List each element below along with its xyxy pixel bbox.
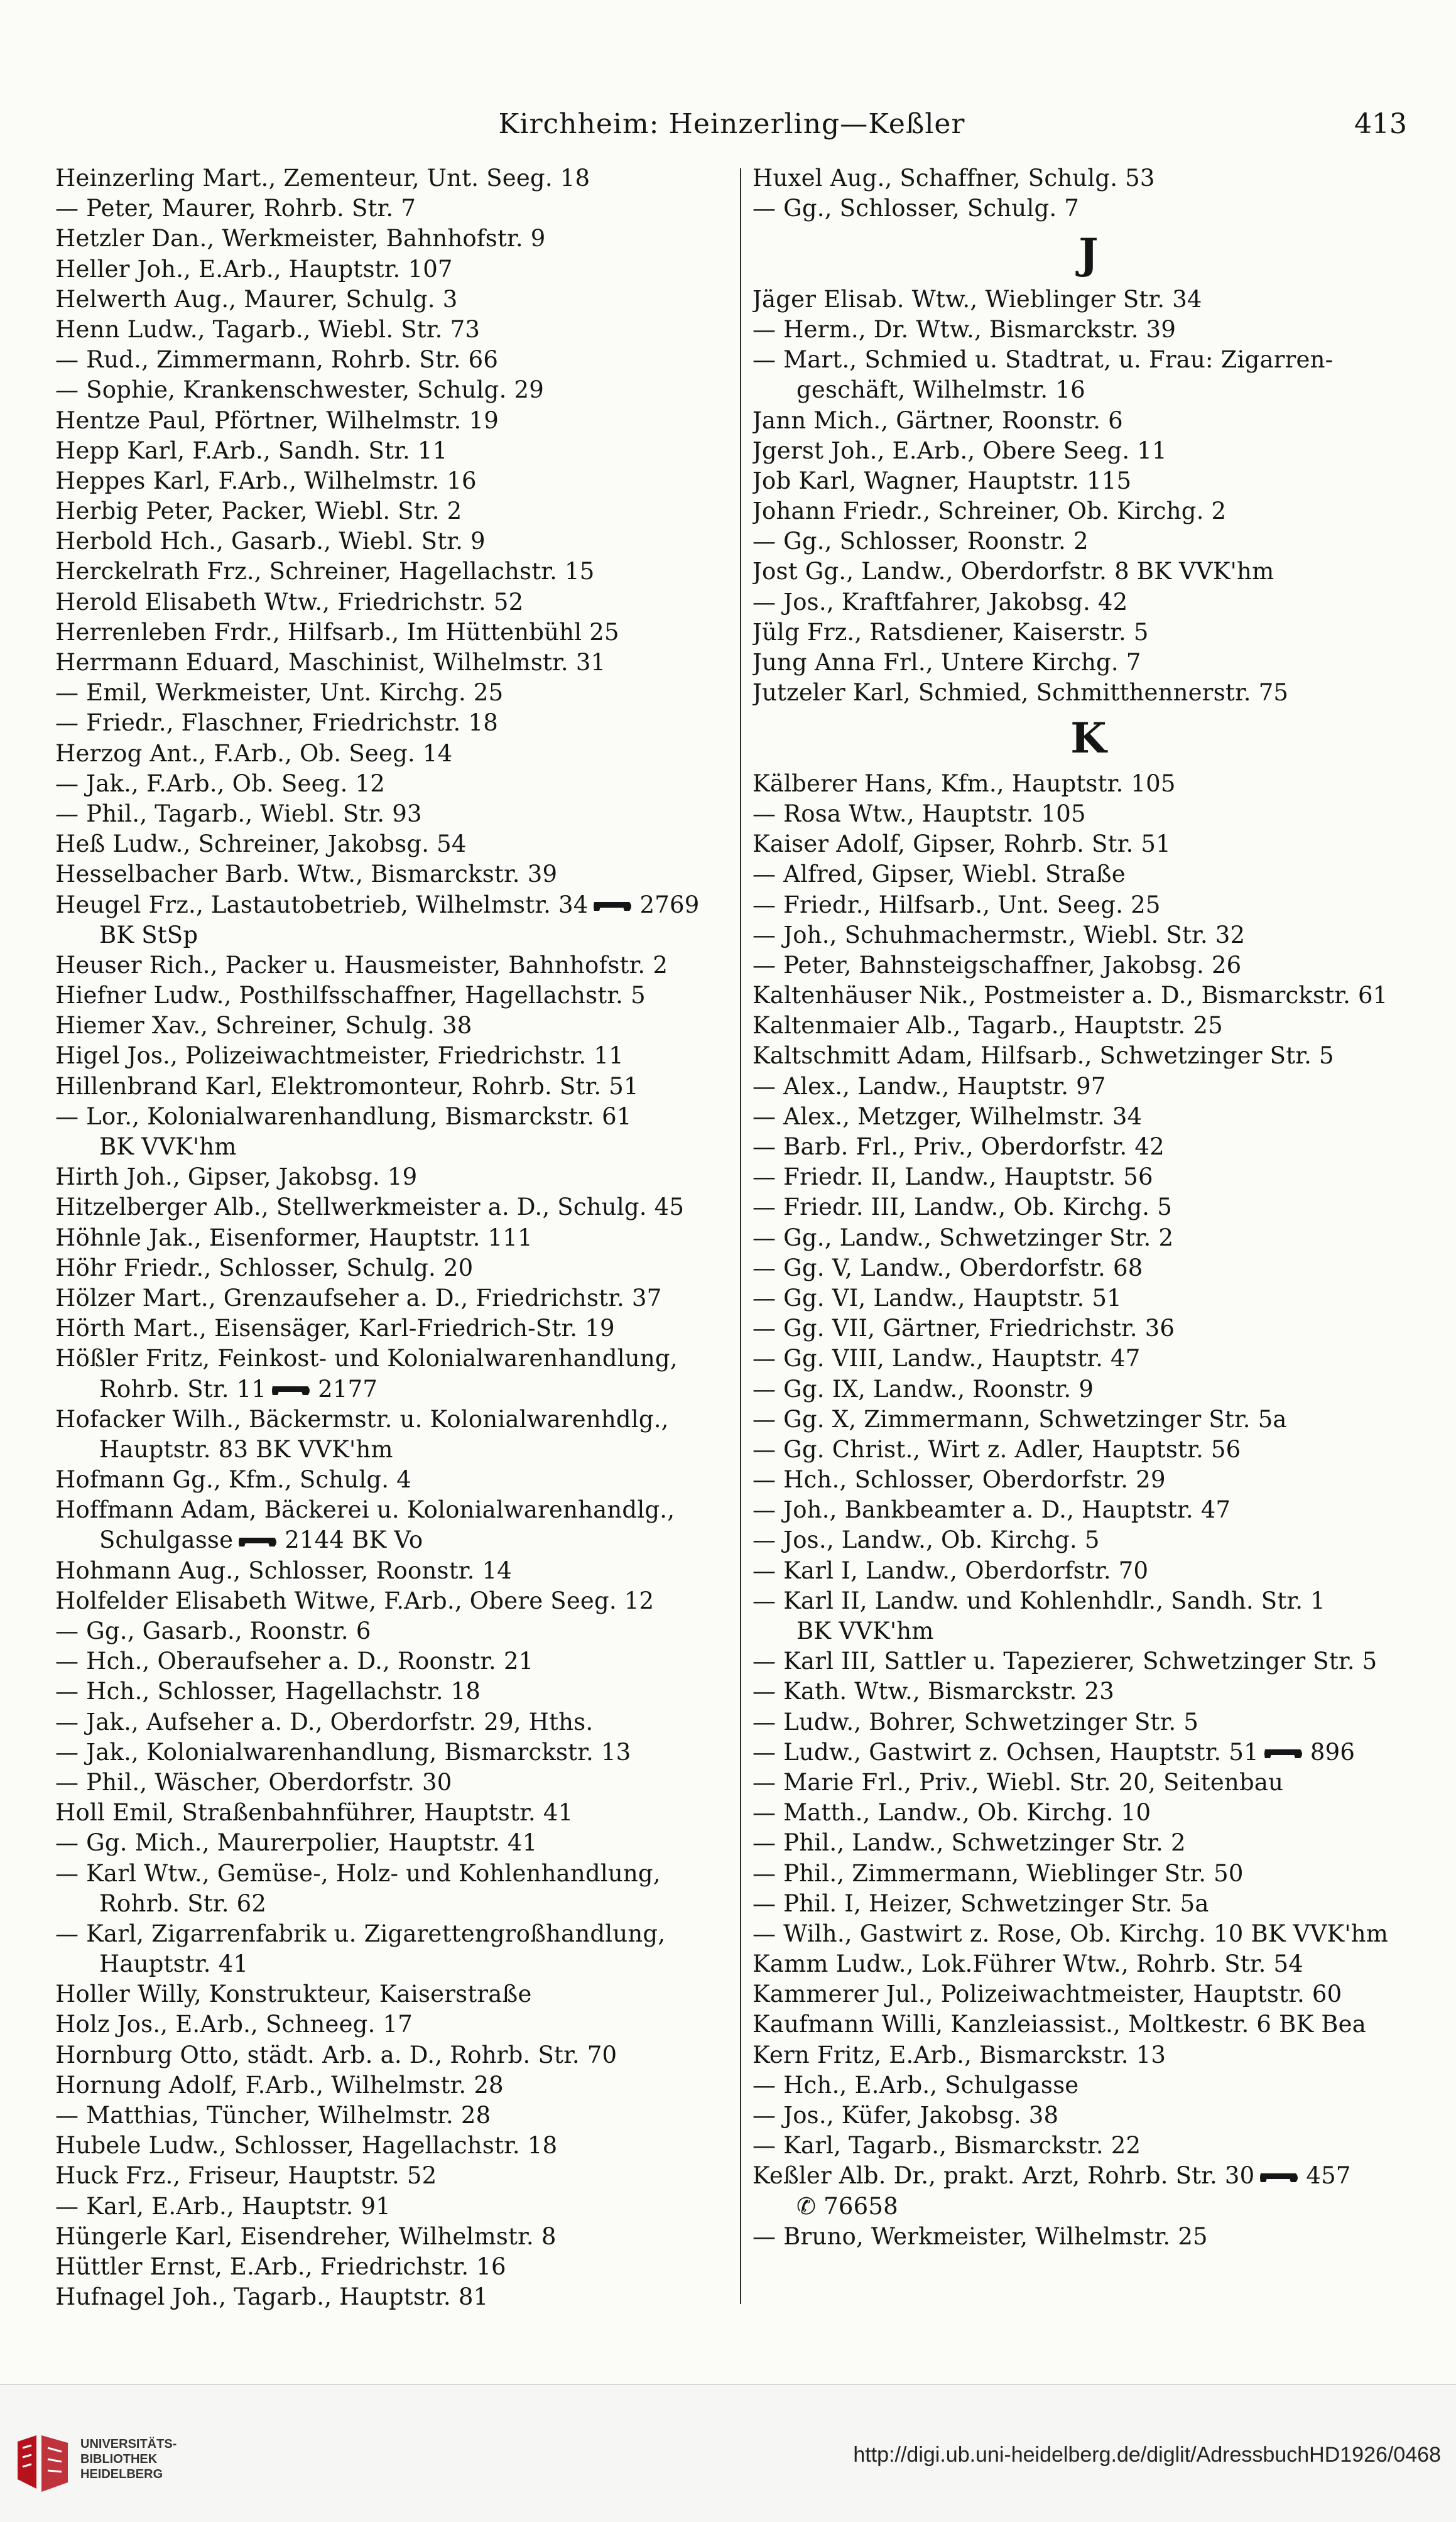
entry-text: — Sophie, Krankenschwester, Schulg. 29	[55, 376, 544, 404]
directory-entry	[752, 981, 1425, 1011]
entry-text: Huxel Aug., Schaffner, Schulg. 53	[752, 165, 1155, 192]
entry-text: Jgerst Joh., E.Arb., Obere Seeg. 11	[752, 437, 1167, 464]
library-name-line: HEIDELBERG	[80, 2467, 163, 2481]
entry-text: Jülg Frz., Ratsdiener, Kaiserstr. 5	[752, 618, 1149, 646]
directory-entry-continuation	[55, 1435, 740, 1465]
column-divider	[740, 168, 741, 2304]
telephone-icon	[592, 898, 636, 915]
directory-entry	[55, 678, 740, 708]
entry-text: — Gg., Landw., Schwetzinger Str. 2	[752, 1224, 1174, 1251]
entry-text: — Phil., Landw., Schwetzinger Str. 2	[752, 1829, 1186, 1857]
entry-text: — Kath. Wtw., Bismarckstr. 23	[752, 1678, 1115, 1705]
directory-entry	[752, 1979, 1425, 2009]
directory-entry	[752, 2161, 1425, 2191]
directory-entry	[55, 950, 740, 981]
right-column	[752, 163, 1425, 2252]
entry-text: — Friedr. III, Landw., Ob. Kirchg. 5	[752, 1193, 1172, 1221]
directory-entry	[752, 1707, 1425, 1737]
entry-text: Hirth Joh., Gipser, Jakobsg. 19	[55, 1163, 418, 1191]
directory-entry	[55, 526, 740, 557]
directory-entry	[752, 950, 1425, 981]
entry-text: Herrmann Eduard, Maschinist, Wilhelmstr. 31	[55, 649, 606, 676]
directory-entry	[55, 163, 740, 193]
entry-text: — Gg. VIII, Landw., Hauptstr. 47	[752, 1345, 1141, 1372]
directory-entry	[752, 1072, 1425, 1102]
entry-text: Herrenleben Frdr., Hilfsarb., Im Hüttenbühl 25	[55, 618, 619, 646]
entry-text: Jung Anna Frl., Untere Kirchg. 7	[752, 649, 1141, 677]
directory-entry-continuation	[55, 920, 740, 950]
directory-entry	[55, 2252, 740, 2282]
directory-entry	[55, 2040, 740, 2070]
entry-text: — Friedr., Flaschner, Friedrichstr. 18	[55, 709, 498, 737]
entry-text: Kaiser Adolf, Gipser, Rohrb. Str. 51	[752, 830, 1171, 858]
directory-entry	[752, 678, 1425, 708]
directory-entry	[55, 315, 740, 345]
entry-text: Holz Jos., E.Arb., Schneeg. 17	[55, 2011, 413, 2038]
entry-text: Hölzer Mart., Grenzaufseher a. D., Friedrichstr. 37	[55, 1284, 662, 1312]
section-letter-heading: J	[1078, 229, 1099, 279]
entry-text: Heß Ludw., Schreiner, Jakobsg. 54	[55, 830, 467, 858]
directory-entry	[752, 1646, 1425, 1677]
entry-text: Rohrb. Str. 11	[99, 1375, 267, 1403]
directory-entry	[55, 1041, 740, 1071]
directory-entry	[55, 1253, 740, 1283]
directory-entry	[55, 1828, 740, 1858]
entry-text: Herbold Hch., Gasarb., Wiebl. Str. 9	[55, 528, 486, 555]
directory-entry	[55, 1798, 740, 1828]
directory-entry	[55, 739, 740, 769]
entry-text: Hepp Karl, F.Arb., Sandh. Str. 11	[55, 437, 448, 464]
directory-entry	[752, 1223, 1425, 1253]
directory-entry	[55, 2009, 740, 2040]
directory-entry	[752, 829, 1425, 859]
entry-text: Hoffmann Adam, Bäckerei u. Kolonialwarenhandlg.,	[55, 1496, 675, 1524]
entry-text: — Jos., Küfer, Jakobsg. 38	[752, 2102, 1059, 2129]
directory-entry	[752, 1737, 1425, 1768]
entry-text: BK VVK'hm	[796, 1617, 934, 1645]
directory-entry	[752, 557, 1425, 587]
directory-entry-continuation	[55, 1949, 740, 1979]
directory-entry	[752, 1768, 1425, 1798]
directory-entry-continuation	[752, 1616, 1425, 1646]
directory-entry	[752, 1041, 1425, 1071]
directory-entry	[55, 345, 740, 375]
directory-entry	[752, 2131, 1425, 2161]
directory-entry	[55, 799, 740, 829]
directory-entry	[55, 1102, 740, 1132]
entry-text: Hufnagel Joh., Tagarb., Hauptstr. 81	[55, 2283, 489, 2311]
entry-text: Holl Emil, Straßenbahnführer, Hauptstr. 41	[55, 1799, 573, 1827]
entry-text: Hauptstr. 83 BK VVK'hm	[99, 1435, 393, 1463]
directory-entry	[55, 1405, 740, 1435]
phone-number: 2769	[639, 891, 700, 918]
directory-entry	[752, 193, 1425, 224]
directory-entry	[55, 769, 740, 799]
entry-text: — Phil., Zimmermann, Wieblinger Str. 50	[752, 1859, 1244, 1887]
entry-text: Kamm Ludw., Lok.Führer Wtw., Rohrb. Str. 54	[752, 1950, 1304, 1978]
directory-entry	[752, 466, 1425, 496]
directory-entry	[55, 193, 740, 224]
directory-entry	[752, 315, 1425, 345]
entry-text: Jutzeler Karl, Schmied, Schmitthennerstr. 75	[752, 679, 1289, 707]
entry-text: Holler Willy, Konstrukteur, Kaiserstraße	[55, 1981, 532, 2008]
entry-text: Herold Elisabeth Wtw., Friedrichstr. 52	[55, 588, 524, 616]
entry-text: Kälberer Hans, Kfm., Hauptstr. 105	[752, 769, 1176, 797]
directory-entry-continuation	[55, 1374, 740, 1405]
section-letter-heading: K	[1070, 714, 1107, 763]
entry-text: Hößler Fritz, Feinkost- und Kolonialwarenhandlung,	[55, 1345, 678, 1372]
entry-text: Holfelder Elisabeth Witwe, F.Arb., Obere Seeg. 12	[55, 1587, 655, 1614]
page-number: 413	[1354, 108, 1407, 140]
directory-entry	[55, 1162, 740, 1192]
phone-number: 457	[1306, 2162, 1351, 2190]
entry-text: — Herm., Dr. Wtw., Bismarckstr. 39	[752, 315, 1176, 343]
entry-text: Hiemer Xav., Schreiner, Schulg. 38	[55, 1012, 472, 1040]
entry-text: Higel Jos., Polizeiwachtmeister, Friedrichstr. 11	[55, 1042, 624, 1070]
entry-text: — Karl III, Sattler u. Tapezierer, Schwetzinger Str. 5	[752, 1648, 1377, 1675]
entry-text: — Gg., Gasarb., Roonstr. 6	[55, 1617, 371, 1644]
directory-entry	[55, 1344, 740, 1374]
directory-entry	[55, 1556, 740, 1586]
entry-text: — Karl, Zigarrenfabrik u. Zigarettengroßhandlung,	[55, 1920, 666, 1947]
directory-entry	[752, 859, 1425, 889]
directory-entry	[752, 920, 1425, 950]
directory-entry	[55, 406, 740, 436]
entry-text: Job Karl, Wagner, Hauptstr. 115	[752, 467, 1132, 494]
entry-text: Herbig Peter, Packer, Wiebl. Str. 2	[55, 497, 462, 525]
directory-entry	[55, 1616, 740, 1646]
directory-entry	[752, 285, 1425, 315]
directory-entry	[752, 496, 1425, 526]
footer	[0, 2384, 1456, 2522]
directory-entry	[752, 1949, 1425, 1979]
entry-text: — Gg., Schlosser, Roonstr. 2	[752, 528, 1089, 555]
directory-entry	[752, 406, 1425, 436]
entry-text: Henn Ludw., Tagarb., Wiebl. Str. 73	[55, 315, 481, 343]
entry-text: — Jak., F.Arb., Ob. Seeg. 12	[55, 769, 385, 797]
entry-text: — Alex., Metzger, Wilhelmstr. 34	[752, 1102, 1143, 1130]
entry-text: — Hch., Schlosser, Oberdorfstr. 29	[752, 1466, 1166, 1494]
directory-entry	[55, 1495, 740, 1525]
entry-text: Hornburg Otto, städt. Arb. a. D., Rohrb. Str. 70	[55, 2041, 617, 2068]
telephone-icon	[270, 1383, 314, 1399]
directory-entry-continuation	[752, 375, 1425, 405]
directory-entry	[752, 1313, 1425, 1344]
directory-entry	[752, 2101, 1425, 2131]
directory-entry	[752, 1132, 1425, 1162]
directory-entry	[752, 345, 1425, 375]
directory-entry	[55, 2282, 740, 2312]
directory-entry	[752, 2009, 1425, 2040]
directory-entry	[752, 1859, 1425, 1889]
entry-text: Heugel Frz., Lastautobetrieb, Wilhelmstr. 34	[55, 891, 589, 918]
directory-entry	[752, 2222, 1425, 2252]
entry-text: ✆ 76658	[796, 2192, 898, 2220]
directory-entry	[55, 375, 740, 405]
directory-entry	[55, 829, 740, 859]
directory-entry	[55, 2161, 740, 2191]
directory-entry	[55, 1465, 740, 1495]
entry-text: — Gg. Christ., Wirt z. Adler, Hauptstr. 56	[752, 1435, 1241, 1463]
directory-entry	[55, 1919, 740, 1949]
entry-text: — Matth., Landw., Ob. Kirchg. 10	[752, 1799, 1151, 1827]
directory-entry	[55, 2192, 740, 2222]
entry-text: Hohmann Aug., Schlosser, Roonstr. 14	[55, 1557, 513, 1584]
page-header	[57, 101, 1407, 157]
directory-entry	[55, 557, 740, 587]
entry-text: Kern Fritz, E.Arb., Bismarckstr. 13	[752, 2041, 1166, 2068]
source-url[interactable]: http://digi.ub.uni-heidelberg.de/diglit/AdressbuchHD1926/0468	[853, 2443, 1441, 2467]
entry-text: — Hch., Schlosser, Hagellachstr. 18	[55, 1678, 481, 1705]
directory-entry	[752, 1556, 1425, 1586]
directory-entry	[55, 648, 740, 678]
entry-text: — Gg. Mich., Maurerpolier, Hauptstr. 41	[55, 1829, 538, 1857]
entry-text: — Phil., Tagarb., Wiebl. Str. 93	[55, 800, 422, 827]
entry-text: Hesselbacher Barb. Wtw., Bismarckstr. 39	[55, 861, 558, 888]
entry-text: — Rud., Zimmermann, Rohrb. Str. 66	[55, 346, 499, 374]
telephone-icon	[1258, 2170, 1302, 2186]
entry-text: Hofmann Gg., Kfm., Schulg. 4	[55, 1466, 411, 1494]
entry-text: Herzog Ant., F.Arb., Ob. Seeg. 14	[55, 739, 453, 767]
entry-text: — Gg. VII, Gärtner, Friedrichstr. 36	[752, 1315, 1175, 1342]
entry-text: — Jos., Landw., Ob. Kirchg. 5	[752, 1526, 1100, 1554]
entry-text: — Peter, Bahnsteigschaffner, Jakobsg. 26	[752, 951, 1242, 979]
library-name-line: BIBLIOTHEK	[80, 2452, 158, 2466]
directory-entry	[55, 1677, 740, 1707]
directory-entry	[752, 587, 1425, 617]
directory-entry	[752, 1828, 1425, 1858]
entry-text: — Emil, Werkmeister, Unt. Kirchg. 25	[55, 679, 504, 707]
entry-text: Hofacker Wilh., Bäckermstr. u. Kolonialwarenhdlg.,	[55, 1405, 669, 1433]
entry-text: Kammerer Jul., Polizeiwachtmeister, Hauptstr. 60	[752, 1981, 1342, 2008]
running-title: Kirchheim: Heinzerling—Keßler	[498, 108, 965, 140]
entry-text: Kaltenhäuser Nik., Postmeister a. D., Bismarckstr. 61	[752, 982, 1388, 1009]
university-seal-icon	[11, 2429, 74, 2498]
entry-text: — Joh., Bankbeamter a. D., Hauptstr. 47	[752, 1496, 1231, 1524]
entry-text: Kaltenmaier Alb., Tagarb., Hauptstr. 25	[752, 1012, 1223, 1040]
entry-text: — Marie Frl., Priv., Wiebl. Str. 20, Seitenbau	[752, 1768, 1284, 1796]
directory-entry	[752, 163, 1425, 193]
entry-text: — Karl, Tagarb., Bismarckstr. 22	[752, 2132, 1141, 2160]
directory-entry	[752, 1253, 1425, 1283]
entry-text: Höhr Friedr., Schlosser, Schulg. 20	[55, 1254, 474, 1281]
entry-text: — Peter, Maurer, Rohrb. Str. 7	[55, 195, 416, 222]
library-name-line: UNIVERSITÄTS-	[80, 2437, 177, 2451]
directory-entry	[55, 2070, 740, 2101]
entry-text: Jäger Elisab. Wtw., Wieblinger Str. 34	[752, 285, 1202, 313]
entry-text: Kaltschmitt Adam, Hilfsarb., Schwetzinger Str. 5	[752, 1042, 1334, 1070]
entry-text: — Lor., Kolonialwarenhandlung, Bismarckstr. 61	[55, 1102, 632, 1130]
directory-entry	[55, 224, 740, 254]
entry-text: Heuser Rich., Packer u. Hausmeister, Bahnhofstr. 2	[55, 951, 668, 979]
entry-text: — Ludw., Gastwirt z. Ochsen, Hauptstr. 51	[752, 1738, 1259, 1766]
entry-text: — Karl II, Landw. und Kohlenhdlr., Sandh. Str. 1	[752, 1587, 1325, 1614]
entry-text: Huck Frz., Friseur, Hauptstr. 52	[55, 2162, 437, 2190]
entry-text: Kaufmann Willi, Kanzleiassist., Moltkestr. 6 BK Bea	[752, 2011, 1367, 2038]
entry-text: — Phil. I, Heizer, Schwetzinger Str. 5a	[752, 1889, 1209, 1917]
directory-entry	[55, 285, 740, 315]
directory-entry	[752, 1192, 1425, 1222]
entry-text: — Joh., Schuhmachermstr., Wiebl. Str. 32	[752, 921, 1246, 948]
entry-text: Hüngerle Karl, Eisendreher, Wilhelmstr. 8	[55, 2222, 557, 2250]
directory-entry	[752, 1677, 1425, 1707]
entry-text: Keßler Alb. Dr., prakt. Arzt, Rohrb. Str. 30	[752, 2162, 1255, 2190]
entry-text: — Gg. X, Zimmermann, Schwetzinger Str. 5a	[752, 1405, 1287, 1433]
directory-entry	[752, 1102, 1425, 1132]
entry-text: — Gg., Schlosser, Schulg. 7	[752, 195, 1080, 222]
entry-text: — Bruno, Werkmeister, Wilhelmstr. 25	[752, 2222, 1208, 2250]
directory-entry	[55, 2131, 740, 2161]
directory-entry	[752, 617, 1425, 648]
entry-text: — Hch., Oberaufseher a. D., Roonstr. 21	[55, 1648, 534, 1675]
directory-entry	[55, 1586, 740, 1616]
directory-entry	[55, 1979, 740, 2009]
entry-text: Hornung Adolf, F.Arb., Wilhelmstr. 28	[55, 2071, 504, 2099]
directory-entry	[752, 1495, 1425, 1525]
directory-entry	[752, 890, 1425, 920]
directory-entry	[752, 436, 1425, 466]
entry-text: — Gg. V, Landw., Oberdorfstr. 68	[752, 1254, 1143, 1281]
entry-text: — Karl, E.Arb., Hauptstr. 91	[55, 2192, 391, 2220]
entry-text: Rohrb. Str. 62	[99, 1889, 267, 1917]
entry-text: — Matthias, Tüncher, Wilhelmstr. 28	[55, 2102, 491, 2129]
entry-text: — Karl I, Landw., Oberdorfstr. 70	[752, 1557, 1149, 1584]
directory-entry	[55, 2222, 740, 2252]
entry-text: Jost Gg., Landw., Oberdorfstr. 8 BK VVK'hm	[752, 558, 1274, 585]
directory-entry	[55, 1707, 740, 1737]
phone-number: 2144 BK Vo	[285, 1526, 423, 1554]
entry-text: Herckelrath Frz., Schreiner, Hagellachstr. 15	[55, 558, 595, 585]
directory-entry	[752, 526, 1425, 557]
entry-text: Hitzelberger Alb., Stellwerkmeister a. D., Schulg. 45	[55, 1193, 685, 1221]
left-column	[55, 163, 740, 2312]
directory-entry	[55, 254, 740, 285]
entry-text: BK VVK'hm	[99, 1133, 237, 1160]
library-name	[80, 2437, 177, 2482]
entry-text: — Friedr., Hilfsarb., Unt. Seeg. 25	[752, 891, 1161, 918]
directory-entry-continuation	[55, 1132, 740, 1162]
entry-text: — Barb. Frl., Priv., Oberdorfstr. 42	[752, 1133, 1165, 1161]
directory-entry	[55, 466, 740, 496]
entry-text: Hillenbrand Karl, Elektromonteur, Rohrb. Str. 51	[55, 1072, 639, 1100]
directory-entry	[55, 1737, 740, 1768]
directory-entry-continuation	[55, 1525, 740, 1555]
phone-number: 2177	[318, 1375, 378, 1403]
entry-text: Hauptstr. 41	[99, 1950, 249, 1978]
directory-entry	[55, 496, 740, 526]
directory-entry	[55, 1283, 740, 1313]
entry-text: Helwerth Aug., Maurer, Schulg. 3	[55, 285, 458, 313]
directory-entry	[752, 1889, 1425, 1919]
entry-text: — Karl Wtw., Gemüse-, Holz- und Kohlenhandlung,	[55, 1859, 661, 1887]
directory-entry	[752, 1798, 1425, 1828]
entry-text: — Ludw., Bohrer, Schwetzinger Str. 5	[752, 1708, 1199, 1736]
directory-entry	[55, 859, 740, 889]
directory-entry	[752, 1344, 1425, 1374]
entry-text: Hüttler Ernst, E.Arb., Friedrichstr. 16	[55, 2253, 506, 2280]
entry-text: Schulgasse	[99, 1526, 234, 1554]
directory-entry	[752, 1525, 1425, 1555]
entry-text: — Rosa Wtw., Hauptstr. 105	[752, 800, 1086, 827]
directory-entry	[752, 2070, 1425, 2101]
entry-text: Hubele Ludw., Schlosser, Hagellachstr. 18	[55, 2132, 558, 2160]
entry-text: — Jak., Kolonialwarenhandlung, Bismarckstr. 13	[55, 1738, 631, 1766]
directory-entry	[55, 708, 740, 738]
entry-text: Jann Mich., Gärtner, Roonstr. 6	[752, 406, 1123, 434]
entry-text: — Gg. IX, Landw., Roonstr. 9	[752, 1375, 1094, 1403]
entry-text: — Wilh., Gastwirt z. Rose, Ob. Kirchg. 10 BK VVK'hm	[752, 1920, 1389, 1947]
directory-entry	[55, 436, 740, 466]
telephone-icon	[1263, 1746, 1307, 1762]
entry-text: geschäft, Wilhelmstr. 16	[796, 376, 1085, 404]
entry-text: — Alex., Landw., Hauptstr. 97	[752, 1072, 1106, 1100]
telephone-icon	[237, 1534, 281, 1550]
directory-entry	[55, 617, 740, 648]
directory-entry	[752, 769, 1425, 799]
entry-text: Heller Joh., E.Arb., Hauptstr. 107	[55, 255, 453, 283]
entry-text: Hiefner Ludw., Posthilfsschaffner, Hagellachstr. 5	[55, 982, 646, 1009]
entry-text: — Mart., Schmied u. Stadtrat, u. Frau: Zigarren-	[752, 346, 1334, 374]
directory-entry	[55, 1859, 740, 1889]
entry-text: Hetzler Dan., Werkmeister, Bahnhofstr. 9	[55, 225, 546, 253]
directory-entry	[752, 1374, 1425, 1405]
entry-text: Höhnle Jak., Eisenformer, Hauptstr. 111	[55, 1224, 533, 1251]
directory-entry	[55, 1223, 740, 1253]
directory-entry	[752, 648, 1425, 678]
entry-text: Hentze Paul, Pförtner, Wilhelmstr. 19	[55, 406, 499, 434]
directory-entry	[752, 1162, 1425, 1192]
entry-text: — Hch., E.Arb., Schulgasse	[752, 2071, 1079, 2099]
directory-entry	[55, 1072, 740, 1102]
directory-entry	[55, 1313, 740, 1344]
entry-text: — Friedr. II, Landw., Hauptstr. 56	[752, 1163, 1153, 1191]
directory-entry	[55, 1768, 740, 1798]
directory-entry	[752, 1465, 1425, 1495]
directory-entry	[752, 1011, 1425, 1041]
directory-entry	[752, 1919, 1425, 1949]
entry-text: — Phil., Wäscher, Oberdorfstr. 30	[55, 1768, 452, 1796]
phone-number: 896	[1310, 1738, 1355, 1766]
directory-entry	[752, 799, 1425, 829]
directory-entry-continuation	[752, 2192, 1425, 2222]
directory-entry	[55, 1011, 740, 1041]
entry-text: Hörth Mart., Eisensäger, Karl-Friedrich-Str. 19	[55, 1315, 615, 1342]
directory-entry	[55, 890, 740, 920]
directory-entry	[752, 1586, 1425, 1616]
entry-text: — Jos., Kraftfahrer, Jakobsg. 42	[752, 588, 1128, 616]
directory-entry	[752, 2040, 1425, 2070]
entry-text: Heinzerling Mart., Zementeur, Unt. Seeg. 18	[55, 165, 590, 192]
entry-text: Johann Friedr., Schreiner, Ob. Kirchg. 2	[752, 497, 1227, 525]
directory-entry	[752, 1283, 1425, 1313]
directory-entry	[55, 587, 740, 617]
entry-text: — Jak., Aufseher a. D., Oberdorfstr. 29, Hths.	[55, 1708, 594, 1736]
entry-text: — Gg. VI, Landw., Hauptstr. 51	[752, 1284, 1122, 1312]
directory-entry	[752, 1435, 1425, 1465]
directory-entry	[55, 1646, 740, 1677]
directory-entry	[752, 1405, 1425, 1435]
directory-entry	[55, 1192, 740, 1222]
entry-text: BK StSp	[99, 921, 198, 948]
directory-entry-continuation	[55, 1889, 740, 1919]
entry-text: — Alfred, Gipser, Wiebl. Straße	[752, 861, 1126, 888]
directory-entry	[55, 2101, 740, 2131]
directory-entry	[55, 981, 740, 1011]
entry-text: Heppes Karl, F.Arb., Wilhelmstr. 16	[55, 467, 477, 494]
